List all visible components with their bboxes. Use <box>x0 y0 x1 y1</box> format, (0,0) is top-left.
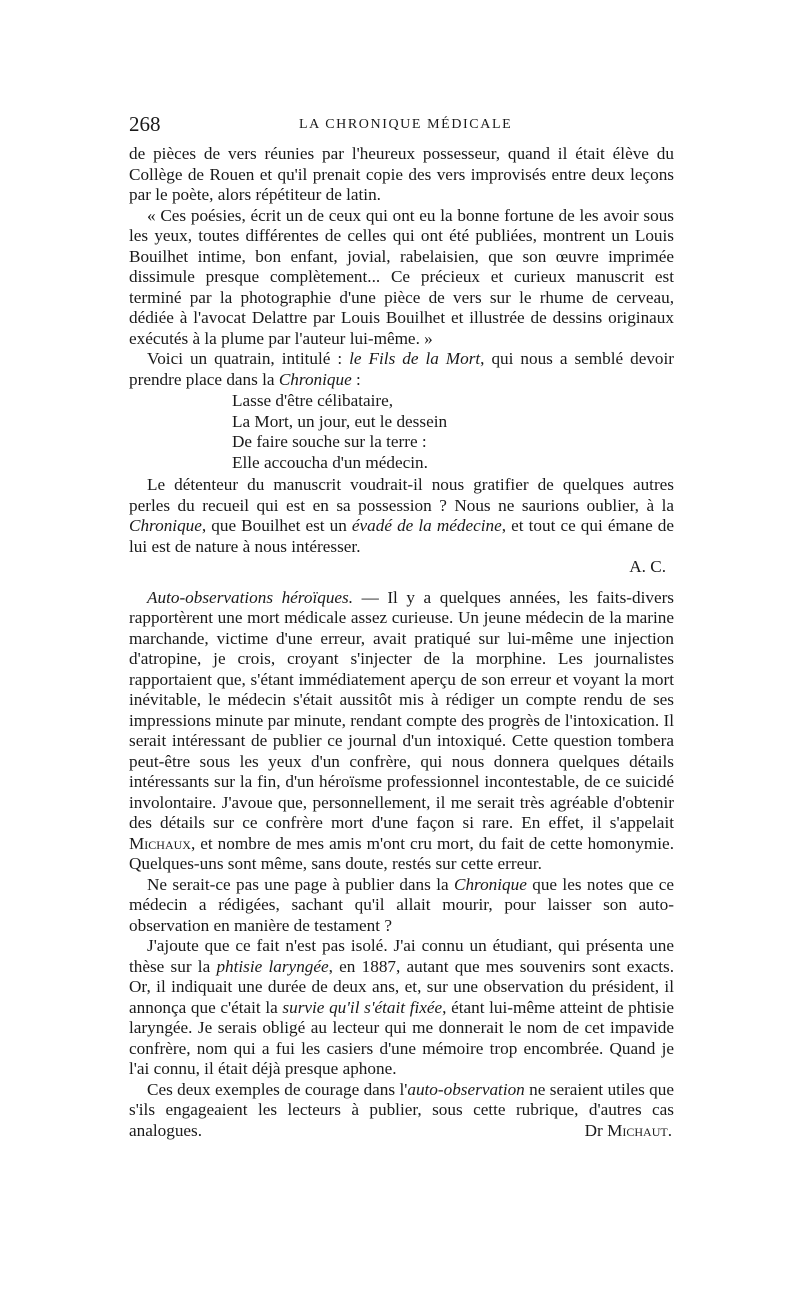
verse-line: Lasse d'être célibataire, <box>232 391 394 410</box>
paragraph-question <box>129 875 674 937</box>
quatrain <box>232 391 674 473</box>
paragraph-text: « Ces poésies, écrit un de ceux qui ont eu la bonne fortune de les avoir sous les yeux, toutes différentes de celles qui ont été publiées, montrent un Louis Bouilhet intime, bon enfant, jovial, rabelaisien, que son œuvre imprimée dissimule presque complètement... Ce précieux et curieux manuscrit est terminé par la photographie d'une pièce de vers sur le rhume de cerveau, dédiée à l'avocat Delattre par Louis Bouilhet et illustrée de dessins originaux exécutés à la plume par l'auteur lui-même. » <box>129 205 674 348</box>
text-run: , que Bouilhet est un <box>201 516 352 535</box>
text-run: Voici un quatrain, intitulé : <box>147 349 350 368</box>
poem-title: le Fils de la Mort <box>349 349 481 368</box>
paragraph-text: de pièces de vers réunies par l'heureux possesseur, quand il était élève du Collège de Rouen et qu'il prenait copie des vers improvisés entre deux leçons par le poète, alors répétiteur de latin. <box>129 144 674 204</box>
running-title: LA CHRONIQUE MÉDICALE <box>299 117 513 132</box>
verse-line: Elle accoucha d'un médecin. <box>232 452 428 472</box>
surname: Michaux <box>129 833 191 853</box>
paragraph-quote <box>129 206 674 350</box>
text-run: J'ajoute que ce fait n'est pas isolé. J'ai connu un étudiant, qui présenta une thèse sur la <box>129 936 674 976</box>
article-body <box>129 144 674 1141</box>
paragraph-student <box>129 936 674 1080</box>
paragraph-quatrain-intro <box>129 349 674 390</box>
journal-name: Chronique <box>129 516 202 535</box>
page-number: 268 <box>129 112 161 136</box>
text-run: — Il y a quelques années, les faits-divers rapportèrent une mort médicale assez curieuse. Un jeune médecin de la marine marchande, victime d'une erreur, avait pratiqué sur lui-même une injection d'atropine, je crois, croyant s'injecter de la morphine. Les journalistes rapportaient que, s'étant immédiatement aperçu de son erreur et voyant la mort inévitable, le médecin s'était aussitôt mis à rédiger un compte rendu de ses impressions minute par minute, rendant compte des progrès de l'intoxication. Il serait intéressant de publier ce journal d'un intoxiqué. Cette question tombera peut-être sous les yeux d'un confrère, qui nous donnera quelques détails intéressants sur la fin, d'un héroïsme professionnel incontestable, de ce suicidé involontaire. J'avoue que, personnellement, il me serait très agréable d'obtenir des détails sur ce confrère mort d'une façon si rare. En effet, il s'appelait <box>129 587 674 832</box>
verse-line: De faire souche sur la terre : <box>232 432 427 451</box>
text-run: , étant lui-même atteint de phtisie laryngée. Je serais obligé au lecteur qui me donnerait le nom de cet impavide confrère, nom qui a fui les casiers d'une mémoire trop encombrée. Quand je l'ai connu, il était déjà presque aphone. <box>129 997 674 1078</box>
paragraph-manuscript <box>129 475 674 557</box>
paragraph-continuation <box>129 144 674 206</box>
section-title: Auto-observations héroïques. <box>147 587 354 607</box>
author-initials: A. C. <box>629 557 666 576</box>
emphasis: phtisie laryngée <box>216 956 329 976</box>
signature <box>567 1121 672 1142</box>
paragraph-auto-observations <box>129 588 674 875</box>
verse-line: La Mort, un jour, eut le dessein <box>232 411 448 431</box>
text-run: , qui nous a semblé devoir prendre place dans la <box>129 349 675 389</box>
paragraph-closing <box>129 1080 674 1142</box>
emphasis: auto-observation <box>407 1079 525 1099</box>
text-run: , et nombre de mes amis m'ont cru mort, du fait de cette homonymie. Quelques-uns sont même, sans doute, restés sur cette erreur. <box>129 833 674 873</box>
journal-name: Chronique <box>453 874 527 894</box>
text-run: Ces deux exemples de courage dans l' <box>147 1079 408 1099</box>
signature-name: Michaut. <box>607 1120 672 1140</box>
signature-title: Dr <box>584 1120 603 1140</box>
emphasis: évadé de la médecine <box>351 516 502 535</box>
text-run: Le détenteur du manuscrit voudrait-il nous gratifier de quelques autres perles du recueil qui est en sa possession ? Nous ne saurions oublier, à la <box>129 475 674 515</box>
text-run: : <box>351 369 361 389</box>
text-run: Ne serait-ce pas une page à publier dans la <box>147 874 454 894</box>
text-run: que les notes que ce médecin a rédigées, sachant qu'il allait mourir, pour laisser son auto-observation en manière de testament ? <box>129 874 674 935</box>
text-run: , en 1887, autant que mes souvenirs sont exacts. Or, il indiquait une durée de deux ans, et, sur une observation du président, il annonça que c'était la <box>129 956 674 1017</box>
page-header <box>129 112 674 142</box>
text-run: , et tout ce qui émane de lui est de nature à nous intéresser. <box>129 516 675 556</box>
text-run: ne seraient utiles que s'ils engageaient les lecteurs à publier, sous cette rubrique, d'autres cas analogues. <box>129 1079 674 1140</box>
journal-name: Chronique <box>278 369 352 389</box>
emphasis: survie qu'il s'était fixée <box>282 997 443 1017</box>
